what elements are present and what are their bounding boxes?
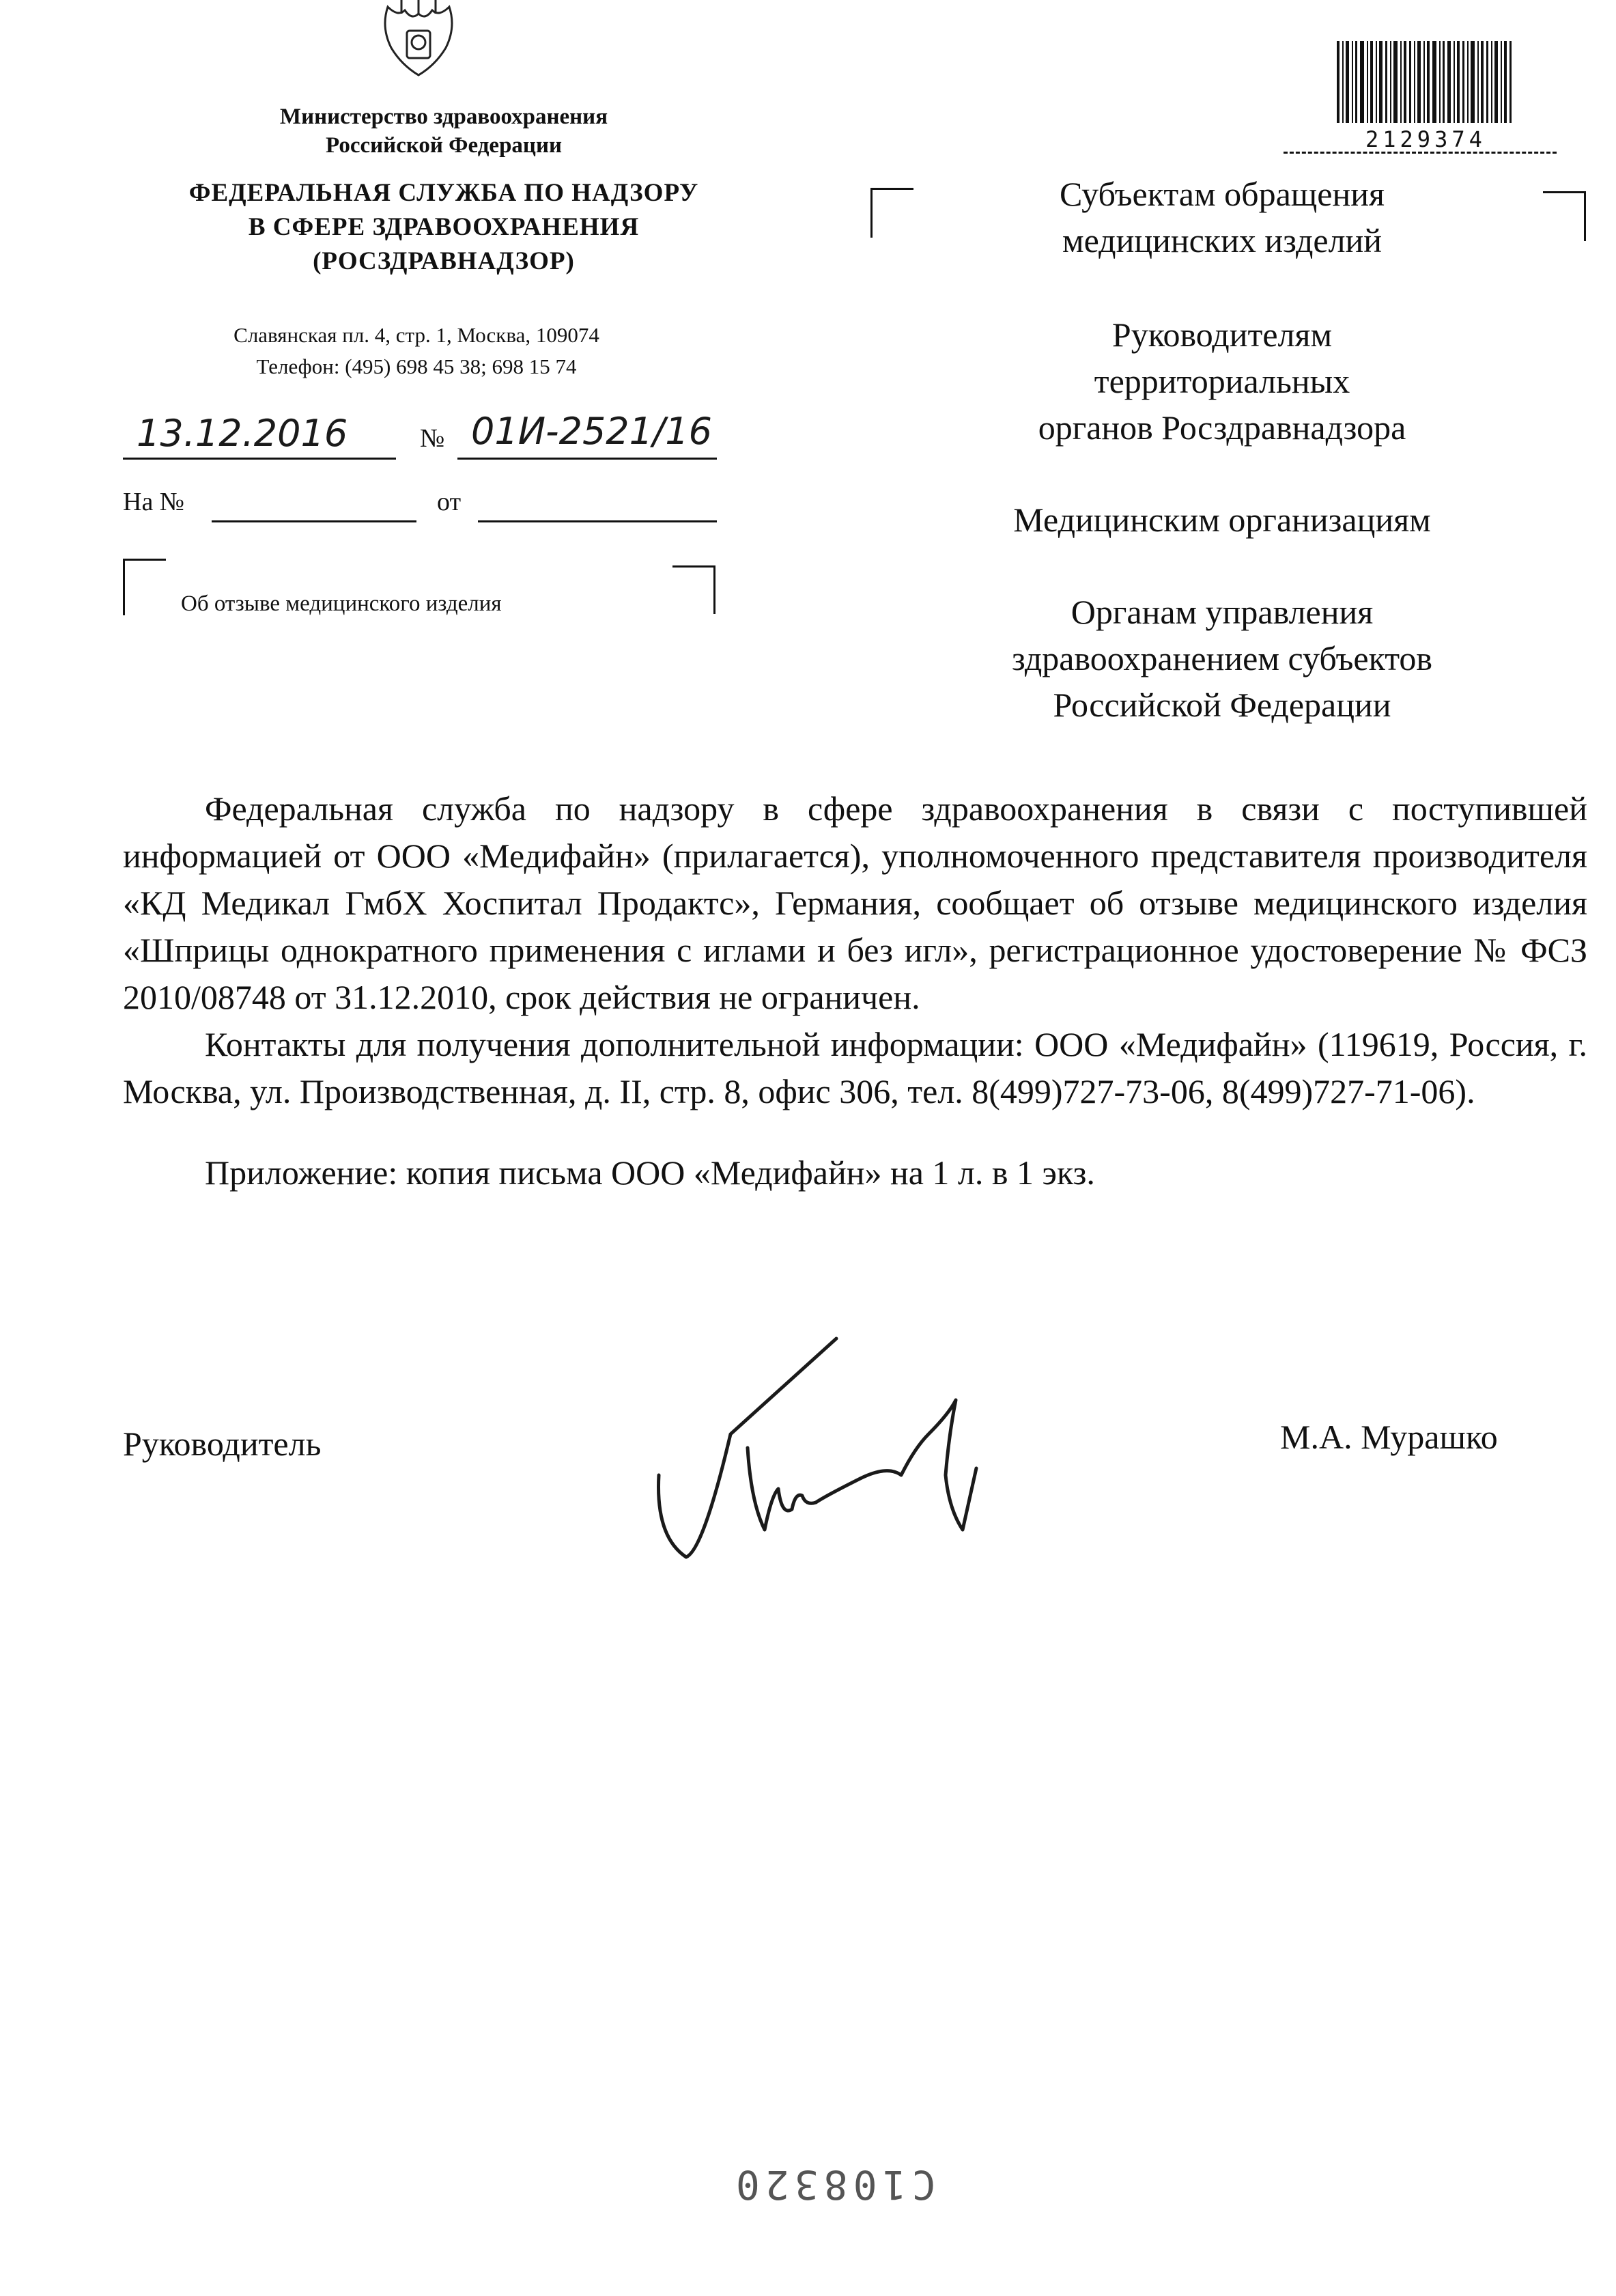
- recipient-2-line-3: органов Росздравнадзора: [1038, 408, 1406, 447]
- date-underline: [123, 458, 396, 460]
- letter-body: [123, 785, 1587, 1196]
- body-paragraph-1: Федеральная служба по надзору в сфере здравоохранения в связи с поступившей информацией от ООО «Медифайн» (прилагается), уполномоченного представителя производителя «КД Медикал ГмбХ Хоспитал Продактс», Германия, сообщает об отзыве медицинского изделия «Шприцы однократного применения с иглами и без игл», регистрационное удостоверение № ФСЗ 2010/08748 от 31.12.2010, срок действия не ограничен.: [123, 789, 1587, 1016]
- coat-of-arms-icon: [374, 0, 463, 82]
- subject-corner-right: [672, 565, 715, 614]
- number-underline: [457, 458, 717, 460]
- handwritten-signature: [655, 1332, 1010, 1578]
- ministry-name: [150, 102, 737, 160]
- service-address: [123, 320, 710, 382]
- service-line-2: В СФЕРЕ ЗДРАВООХРАНЕНИЯ: [248, 213, 640, 241]
- recipient-1: [929, 171, 1516, 264]
- signatory-name: М.А. Мурашко: [1280, 1418, 1498, 1456]
- recipient-2-line-2: территориальных: [1094, 362, 1350, 400]
- body-paragraph-2: Контакты для получения дополнительной информации: ООО «Медифайн» (119619, Россия, г. Москва, ул. Производственная, д. II, стр. 8, офис 306, тел. 8(499)727-73-06, 8(499)727-71-06).: [123, 1025, 1587, 1110]
- recipients-corner-left: [870, 188, 913, 238]
- subject-line: Об отзыве медицинского изделия: [181, 591, 502, 616]
- service-name: [102, 176, 785, 279]
- reply-number-underline: [212, 520, 416, 522]
- barcode-underline: [1284, 152, 1557, 154]
- subject-corner-left: [123, 559, 166, 615]
- registration-date: 13.12.2016: [137, 412, 348, 455]
- recipient-4-line-3: Российской Федерации: [1053, 686, 1391, 724]
- ministry-line-1: Министерство здравоохранения: [279, 104, 608, 129]
- registration-number: 01И-2521/16: [471, 410, 712, 453]
- recipient-4-line-1: Органам управления: [1071, 593, 1374, 631]
- reply-from-underline: [478, 520, 717, 522]
- recipient-4: [929, 589, 1516, 728]
- service-line-1: ФЕДЕРАЛЬНАЯ СЛУЖБА ПО НАДЗОРУ: [188, 179, 699, 207]
- recipient-3: [929, 496, 1516, 543]
- recipient-3-line-1: Медицинским организациям: [1013, 501, 1431, 539]
- attachment-line: Приложение: копия письма ООО «Медифайн» на 1 л. в 1 экз.: [205, 1153, 1095, 1192]
- address-line: Славянская пл. 4, стр. 1, Москва, 109074: [233, 323, 599, 347]
- barcode-number: 2129374: [1365, 126, 1486, 152]
- recipient-1-line-1: Субъектам обращения: [1060, 175, 1385, 213]
- number-label: №: [420, 424, 445, 453]
- reply-number-label: На №: [123, 488, 185, 516]
- recipient-4-line-2: здравоохранением субъектов: [1011, 639, 1433, 677]
- recipient-1-line-2: медицинских изделий: [1062, 221, 1383, 260]
- footer-stamp: С108320: [731, 2161, 936, 2208]
- recipient-2: [929, 311, 1516, 451]
- service-line-3: (РОСЗДРАВНАДЗОР): [313, 247, 575, 275]
- ministry-line-2: Российской Федерации: [326, 133, 562, 158]
- recipient-2-line-1: Руководителям: [1111, 316, 1333, 354]
- phone-line: Телефон: (495) 698 45 38; 698 15 74: [256, 354, 577, 378]
- recipients-corner-right: [1543, 191, 1586, 241]
- signatory-position: Руководитель: [123, 1425, 322, 1463]
- reply-from-label: от: [437, 488, 462, 516]
